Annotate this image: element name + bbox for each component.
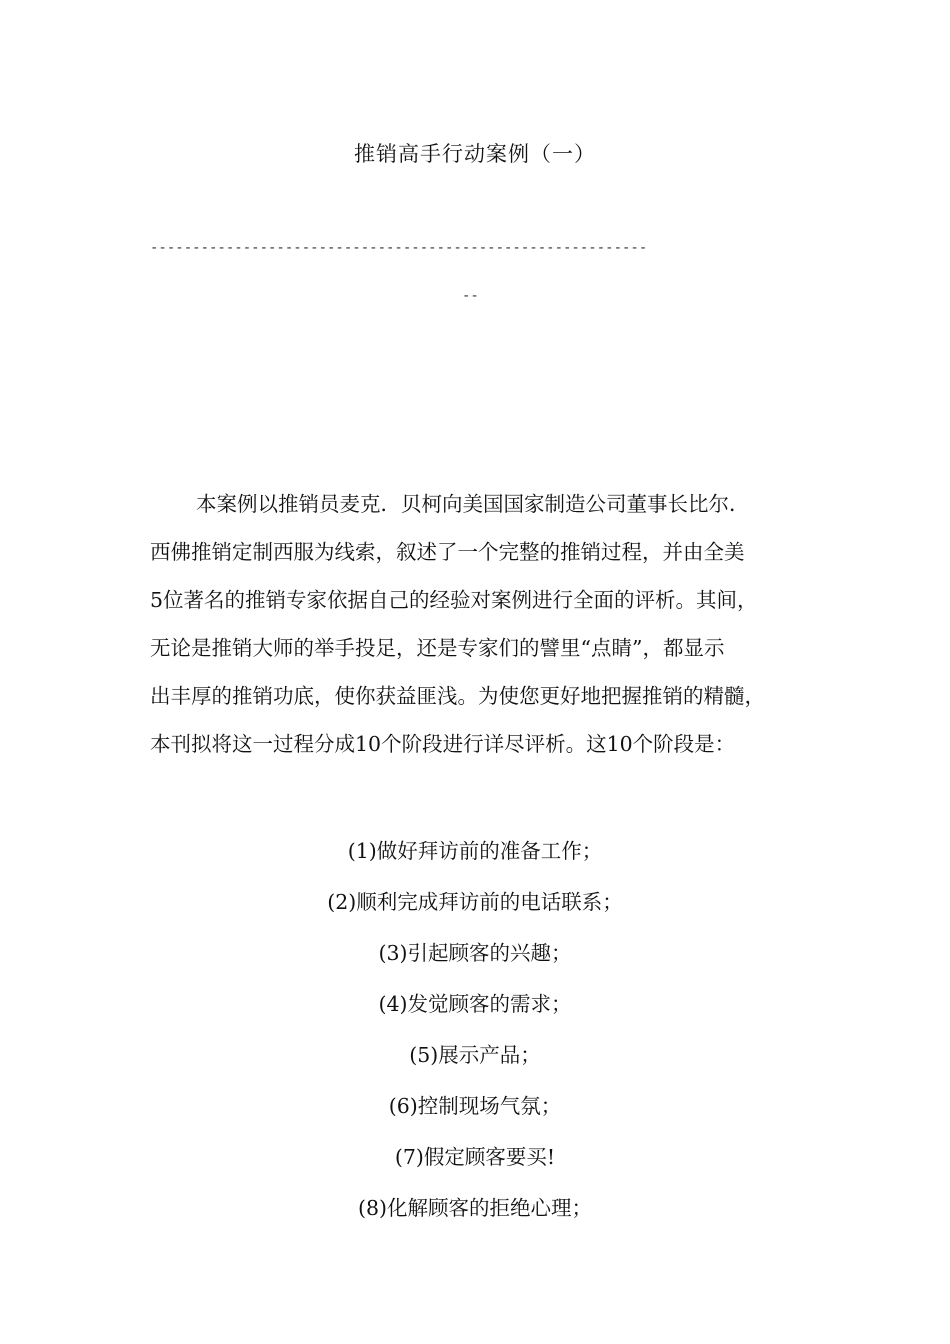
stage-list [0,826,950,1234]
intro-line: 出丰厚的推销功底，使你获益匪浅。为使您更好地把握推销的精髓， [150,684,765,708]
intro-line: 无论是推销大师的举手投足，还是专家们的譬里“点睛”，都显示 [150,636,725,660]
intro-line: 5位著名的推销专家依据自己的经验对案例进行全面的评析。其间， [150,588,758,612]
stage-item: (6)控制现场气氛； [388,1094,562,1118]
separator-line-continuation: -- [462,288,479,304]
stage-item: (7)假定顾客要买! [394,1145,556,1169]
intro-line: 本案例以推销员麦克．贝柯向美国国家制造公司董事长比尔． [196,492,750,516]
stage-item: (1)做好拜访前的准备工作； [347,839,603,863]
stage-item: (5)展示产品； [409,1043,541,1067]
stage-item: (8)化解顾客的拒绝心理； [357,1196,593,1220]
intro-line: 本刊拟将这一过程分成10个阶段进行详尽评析。这10个阶段是： [150,732,736,756]
stage-item: (3)引起顾客的兴趣； [378,941,572,965]
document-title: 推销高手行动案例（一） [354,142,596,166]
intro-line: 西佛推销定制西服为线索，叙述了一个完整的推销过程，并由全美 [150,540,745,564]
intro-paragraph [150,480,810,768]
separator-line: ----------------------------------------------------------- [150,240,648,256]
stage-item: (2)顺利完成拜访前的电话联系； [327,890,623,914]
stage-item: (4)发觉顾客的需求； [378,992,572,1016]
